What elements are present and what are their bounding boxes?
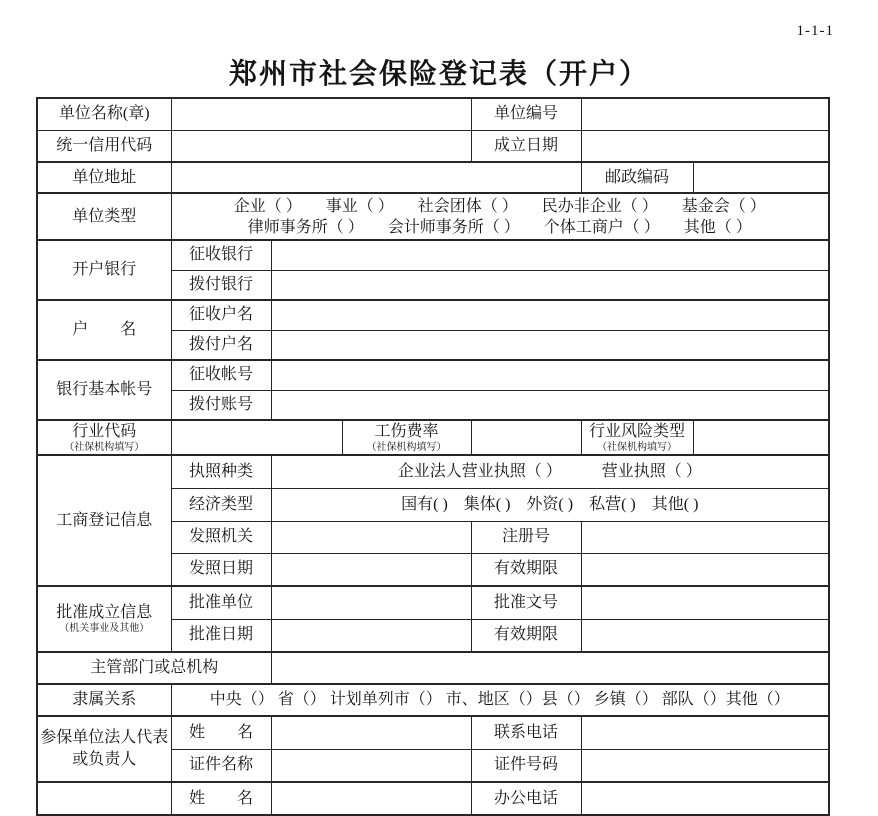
- postal-code-value: [693, 162, 829, 193]
- office-phone-value: [581, 782, 829, 815]
- registration-form-table: [36, 97, 830, 816]
- payment-account-no-label: 拨付账号: [171, 390, 271, 420]
- collect-bank-value: [271, 240, 829, 270]
- approval-info-note: （机关事业及其他）: [59, 623, 150, 635]
- cert-no-label: 证件号码: [471, 749, 581, 782]
- industry-code-label: [37, 420, 171, 455]
- payment-account-name-value: [271, 330, 829, 360]
- legal-rep-name-label: 姓 名: [171, 716, 271, 749]
- industry-risk-label: [581, 420, 693, 455]
- page-number: 1-1-1: [796, 23, 834, 39]
- contact-phone-label: 联系电话: [471, 716, 581, 749]
- economic-type-options: 国有( ) 集体( ) 外资( ) 私营( ) 其他( ): [271, 488, 829, 521]
- industry-risk-value: [693, 420, 829, 455]
- unit-no-label: 单位编号: [471, 98, 581, 130]
- economic-type-label: 经济类型: [171, 488, 271, 521]
- industry-code-label-text: 行业代码: [72, 422, 137, 440]
- valid-period1-value: [581, 553, 829, 586]
- approval-info-group-label: [37, 586, 171, 652]
- industry-code-note: （社保机构填写）: [64, 441, 145, 453]
- table-row: [37, 455, 829, 488]
- address-label: 单位地址: [37, 162, 171, 193]
- payment-bank-value: [271, 270, 829, 300]
- table-row: [37, 360, 829, 390]
- bank-group-label: 开户银行: [37, 240, 171, 300]
- table-row: [37, 716, 829, 749]
- approval-doc-no-label: 批准文号: [471, 586, 581, 619]
- approval-info-label-text: 批准成立信息: [56, 604, 153, 622]
- table-row: [37, 586, 829, 619]
- table-row: [37, 684, 829, 716]
- industry-risk-label-text: 行业风险类型: [589, 422, 686, 440]
- parent-org-label: 主管部门或总机构: [37, 652, 271, 684]
- injury-rate-label-text: 工伤费率: [374, 422, 439, 440]
- license-date-label: 发照日期: [171, 553, 271, 586]
- reg-no-value: [581, 521, 829, 553]
- form-title: 郑州市社会保险登记表（开户）: [228, 59, 649, 90]
- contact-name-label: 姓 名: [171, 782, 271, 815]
- cert-name-label: 证件名称: [171, 749, 271, 782]
- license-org-label: 发照机关: [171, 521, 271, 553]
- unit-type-options-line2: 律师事务所（ ） 会计师事务所（ ） 个体工商户（ ） 其他（ ）: [247, 218, 752, 236]
- injury-rate-label: [342, 420, 471, 455]
- affiliation-label: 隶属关系: [37, 684, 171, 716]
- valid-period1-label: 有效期限: [471, 553, 581, 586]
- approval-doc-no-value: [581, 586, 829, 619]
- credit-code-value: [171, 130, 471, 162]
- table-row: [37, 300, 829, 330]
- collect-account-name-label: 征收户名: [171, 300, 271, 330]
- collect-account-no-value: [271, 360, 829, 390]
- table-row: [37, 193, 829, 240]
- table-row: [37, 130, 829, 162]
- contact-name-value: [271, 782, 471, 815]
- approval-date-label: 批准日期: [171, 619, 271, 652]
- account-name-group-label: 户 名: [37, 300, 171, 360]
- establish-date-label: 成立日期: [471, 130, 581, 162]
- cert-name-value: [271, 749, 471, 782]
- cert-no-value: [581, 749, 829, 782]
- contact-phone-value: [581, 716, 829, 749]
- collect-bank-label: 征收银行: [171, 240, 271, 270]
- office-phone-label: 办公电话: [471, 782, 581, 815]
- reg-no-label: 注册号: [471, 521, 581, 553]
- unit-name-label: 单位名称(章): [37, 98, 171, 130]
- unit-name-value: [171, 98, 471, 130]
- table-row: [37, 652, 829, 684]
- parent-org-value: [271, 652, 829, 684]
- table-row: [37, 98, 829, 130]
- unit-no-value: [581, 98, 829, 130]
- address-value: [171, 162, 581, 193]
- collect-account-name-value: [271, 300, 829, 330]
- collect-account-no-label: 征收帐号: [171, 360, 271, 390]
- bank-account-group-label: 银行基本帐号: [37, 360, 171, 420]
- payment-account-name-label: 拨付户名: [171, 330, 271, 360]
- establish-date-value: [581, 130, 829, 162]
- license-org-value: [271, 521, 471, 553]
- payment-account-no-value: [271, 390, 829, 420]
- unit-type-options-line1: 企业（ ） 事业（ ） 社会团体（ ） 民办非企业（ ） 基金会（ ）: [233, 197, 766, 215]
- approval-unit-label: 批准单位: [171, 586, 271, 619]
- license-date-value: [271, 553, 471, 586]
- approval-date-value: [271, 619, 471, 652]
- table-row: [37, 162, 829, 193]
- legal-rep-name-value: [271, 716, 471, 749]
- industry-risk-note: （社保机构填写）: [597, 441, 678, 453]
- table-row: [37, 782, 829, 815]
- postal-code-label: 邮政编码: [581, 162, 693, 193]
- bottom-group-label-cell: [37, 782, 171, 815]
- legal-rep-group-label: 参保单位法人代表或负责人: [37, 716, 171, 782]
- table-row: [37, 240, 829, 270]
- injury-rate-note: （社保机构填写）: [366, 441, 447, 453]
- unit-type-label: 单位类型: [37, 193, 171, 240]
- approval-unit-value: [271, 586, 471, 619]
- table-row: [37, 420, 829, 455]
- license-type-options: 企业法人营业执照（ ） 营业执照（ ）: [271, 455, 829, 488]
- business-reg-group-label: 工商登记信息: [37, 455, 171, 586]
- injury-rate-value: [471, 420, 581, 455]
- valid-period2-label: 有效期限: [471, 619, 581, 652]
- credit-code-label: 统一信用代码: [37, 130, 171, 162]
- license-type-label: 执照种类: [171, 455, 271, 488]
- unit-type-options-cell: [171, 193, 829, 240]
- industry-code-value: [171, 420, 342, 455]
- valid-period2-value: [581, 619, 829, 652]
- affiliation-options: 中央（） 省（） 计划单列市（） 市、地区（）县（） 乡镇（） 部队（）其他（）: [171, 684, 829, 716]
- payment-bank-label: 拨付银行: [171, 270, 271, 300]
